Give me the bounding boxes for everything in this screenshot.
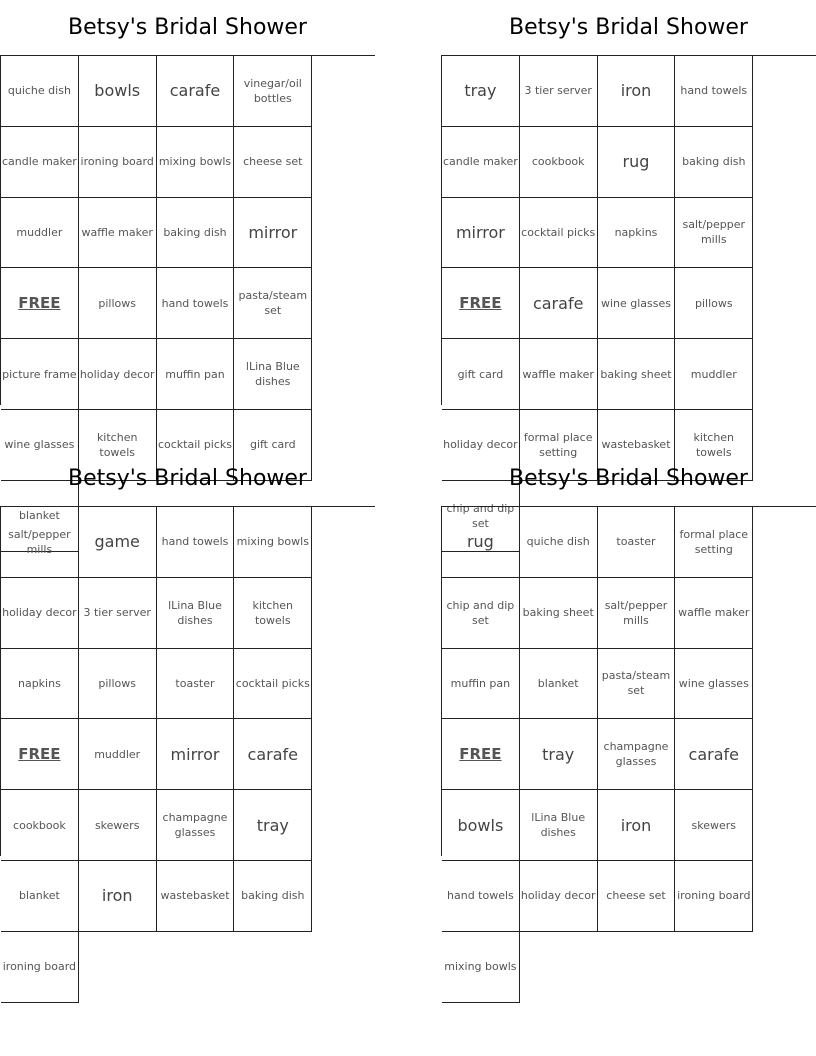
bingo-card — [441, 451, 816, 974]
bingo-cell: mirror — [234, 198, 312, 269]
bingo-cell: formal place setting — [520, 410, 598, 481]
bingo-cell: holiday decor — [79, 339, 157, 410]
bingo-cell: lLina Blue dishes — [157, 578, 235, 649]
bingo-cell: salt/pepper mills — [598, 578, 676, 649]
bingo-cell: wastebasket — [598, 410, 676, 481]
bingo-cell: tray — [520, 719, 598, 790]
bingo-cell: muddler — [675, 339, 753, 410]
bingo-cell: wine glasses — [675, 649, 753, 720]
bingo-card — [441, 0, 816, 530]
bingo-cell: ironing board — [1, 932, 79, 1003]
bingo-cell: cocktail picks — [157, 410, 235, 481]
bingo-cell: holiday decor — [520, 861, 598, 932]
bingo-cell: salt/pepper mills — [1, 507, 79, 578]
bingo-cell: mixing bowls — [157, 127, 235, 198]
card-title: Betsy's Bridal Shower — [68, 15, 307, 40]
bingo-cell: pillows — [79, 268, 157, 339]
bingo-cell: bowls — [79, 56, 157, 127]
bingo-cell: napkins — [598, 198, 676, 269]
bingo-cell: cheese set — [598, 861, 676, 932]
bingo-cell: blanket — [520, 649, 598, 720]
bingo-cell: muddler — [79, 719, 157, 790]
bingo-cell: kitchen towels — [79, 410, 157, 481]
bingo-cell: quiche dish — [1, 56, 79, 127]
bingo-cell: formal place setting — [675, 507, 753, 578]
bingo-cell: iron — [598, 56, 676, 127]
bingo-cell: waffle maker — [675, 578, 753, 649]
bingo-cell: hand towels — [157, 507, 235, 578]
bingo-card — [0, 451, 375, 974]
bingo-cell: rug — [598, 127, 676, 198]
bingo-cell: mixing bowls — [234, 507, 312, 578]
bingo-cell: lLina Blue dishes — [520, 790, 598, 861]
bingo-cell: chip and dip set — [442, 578, 520, 649]
free-space-cell: FREE — [442, 719, 520, 790]
bingo-cell: baking dish — [234, 861, 312, 932]
bingo-cell: champagne glasses — [598, 719, 676, 790]
bingo-cell: muffin pan — [157, 339, 235, 410]
bingo-cell: skewers — [79, 790, 157, 861]
bingo-cell: carafe — [520, 268, 598, 339]
card-title: Betsy's Bridal Shower — [68, 466, 307, 491]
bingo-cell: cocktail picks — [234, 649, 312, 720]
bingo-cell: pillows — [675, 268, 753, 339]
bingo-cell: hand towels — [157, 268, 235, 339]
bingo-cell: cookbook — [1, 790, 79, 861]
bingo-cell: carafe — [157, 56, 235, 127]
bingo-cell: picture frame — [1, 339, 79, 410]
bingo-cell: ironing board — [79, 127, 157, 198]
bingo-cell: gift card — [234, 410, 312, 481]
bingo-cell: toaster — [598, 507, 676, 578]
bingo-cell: hand towels — [442, 861, 520, 932]
free-space-cell: FREE — [442, 268, 520, 339]
bingo-cell: carafe — [234, 719, 312, 790]
bingo-cell: ironing board — [675, 861, 753, 932]
bingo-cell: wine glasses — [598, 268, 676, 339]
bingo-cell: chip and dip set — [442, 481, 520, 552]
bingo-cell: mixing bowls — [442, 932, 520, 1003]
free-space-cell: FREE — [1, 719, 79, 790]
bingo-cell: baking dish — [675, 127, 753, 198]
bingo-cell: baking sheet — [598, 339, 676, 410]
bingo-cell: lLina Blue dishes — [234, 339, 312, 410]
bingo-cell: kitchen towels — [234, 578, 312, 649]
bingo-cell: game — [79, 507, 157, 578]
bingo-cell: kitchen towels — [675, 410, 753, 481]
bingo-cell: rug — [442, 507, 520, 578]
bingo-cell: vinegar/oil bottles — [234, 56, 312, 127]
bingo-cell: muffin pan — [442, 649, 520, 720]
bingo-cell: bowls — [442, 790, 520, 861]
bingo-cell: holiday decor — [1, 578, 79, 649]
bingo-cell: tray — [234, 790, 312, 861]
bingo-cell: 3 tier server — [79, 578, 157, 649]
bingo-cell: baking dish — [157, 198, 235, 269]
bingo-cell: waffle maker — [520, 339, 598, 410]
bingo-cell: hand towels — [675, 56, 753, 127]
bingo-cell: holiday decor — [442, 410, 520, 481]
bingo-cell: pillows — [79, 649, 157, 720]
bingo-cell: iron — [79, 861, 157, 932]
bingo-cell: napkins — [1, 649, 79, 720]
bingo-cell: wastebasket — [157, 861, 235, 932]
bingo-grid — [441, 506, 816, 974]
bingo-cell: cookbook — [520, 127, 598, 198]
bingo-cell: candle maker — [1, 127, 79, 198]
bingo-cell: wine glasses — [1, 410, 79, 481]
bingo-cell: tray — [442, 56, 520, 127]
bingo-cell: mirror — [157, 719, 235, 790]
bingo-cell: skewers — [675, 790, 753, 861]
bingo-cell: cheese set — [234, 127, 312, 198]
free-space-cell: FREE — [1, 268, 79, 339]
bingo-cell: muddler — [1, 198, 79, 269]
bingo-cell: blanket — [1, 481, 79, 552]
bingo-cell: pasta/steam set — [598, 649, 676, 720]
bingo-cell: toaster — [157, 649, 235, 720]
card-title: Betsy's Bridal Shower — [509, 15, 748, 40]
bingo-cell: champagne glasses — [157, 790, 235, 861]
bingo-cell: pasta/steam set — [234, 268, 312, 339]
bingo-cell: gift card — [442, 339, 520, 410]
bingo-cell: mirror — [442, 198, 520, 269]
bingo-card — [0, 0, 375, 523]
bingo-cell: iron — [598, 790, 676, 861]
bingo-cell: blanket — [1, 861, 79, 932]
bingo-cell: 3 tier server — [520, 56, 598, 127]
bingo-grid — [0, 506, 375, 974]
card-title: Betsy's Bridal Shower — [509, 466, 748, 491]
bingo-cell: salt/pepper mills — [675, 198, 753, 269]
bingo-cell: baking sheet — [520, 578, 598, 649]
bingo-cell: candle maker — [442, 127, 520, 198]
bingo-cell: cocktail picks — [520, 198, 598, 269]
bingo-cell: waffle maker — [79, 198, 157, 269]
bingo-cell: carafe — [675, 719, 753, 790]
bingo-cell: quiche dish — [520, 507, 598, 578]
